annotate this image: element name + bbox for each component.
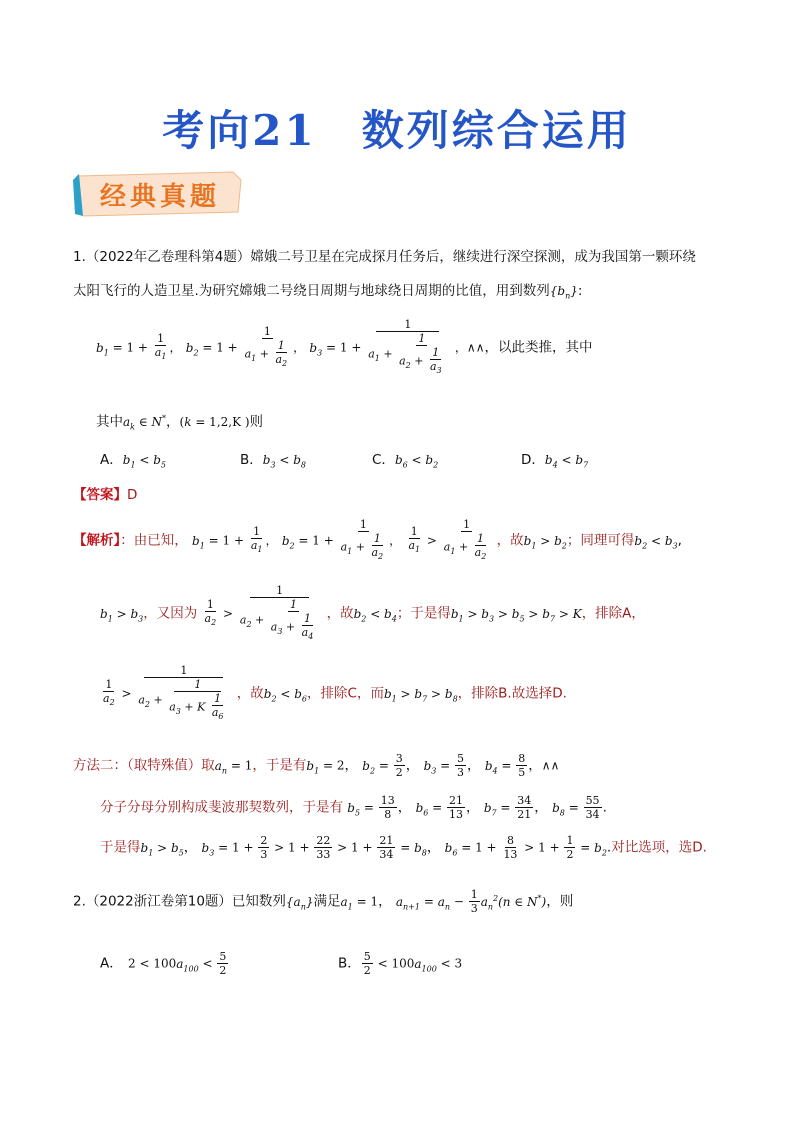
analysis-line-3: $\frac{1}{a_2}$ > 1 $a_2$ + 1 $a_3 + K$ $\frac{1}{a_6}$ ，故$b_2 < b_6$，排除C，而$b_1 > b_7 > b_8$，排除B.故选择D.	[103, 664, 567, 722]
q2-intro: 2.（2022浙江卷第10题）已知数列$\{a_n\}$满足$a_1 = 1$， $a_{n+1} = a_n$ − $\frac{1}{3}$ $a_n^2(n$ ∈ N*)，则	[73, 888, 574, 915]
method2-line-1: 方法二：（取特殊值）取$a_n = 1$，于是有$b_1 = 2$， $b_2$ = $\frac{3}{2}$ ， $b_3$ = $\frac{5}{3}$ ， $b_4$ = $\frac{8}{5}$ ，∧∧	[73, 752, 560, 779]
q1-option-d: D．$b_4 < b_7$	[521, 452, 589, 470]
q1-option-a: A．$b_1 < b_5$	[100, 452, 166, 470]
method2-line-2: 分子分母分别构成斐波那契数列，于是有 $b_5$ = $\frac{13}{8}$ ， $b_6$ = $\frac{21}{13}$ ， $b_7$ = $\frac{34}{21}$ ， $b_8$ = $\frac{55}{34}$ .	[100, 794, 607, 821]
q2-option-b: B． $\frac{5}{2}$ < $100a_{100} < 3$	[338, 950, 463, 977]
q1-intro: 1.（2022年乙卷理科第4题）嫦娥二号卫星在完成探月任务后，继续进行深空探测，成为我国第一颗环绕	[73, 249, 696, 265]
answer-line: 【答案】D	[73, 487, 138, 503]
q1-analog-text: ，以此类推，其中	[484, 339, 593, 356]
method2-line-3: 于是得$b_1 > b_5$， $b_3 = 1$ + $\frac{2}{3}$ > 1 + $\frac{22}{33}$ > 1 + $\frac{21}{34}$ = $b_8$， $b_6 = 1$ + $\frac{8}{13}$ > 1 + $\frac{1}{2}$ = $b_2$.对比选项，选D.	[100, 834, 707, 861]
page-title: 考向21 数列综合运用	[162, 106, 632, 155]
q1-option-c: C．$b_6 < b_2$	[372, 452, 439, 470]
badge-label: 经典真题	[100, 182, 221, 212]
q2-option-a: A． $2 < 100a_{100}$ < $\frac{5}{2}$	[100, 950, 227, 977]
q1-condition: 其中$a_k$ ∈ N*，(k = 1,2,K )则	[96, 414, 264, 432]
analysis-line-2: $b_1 > b_3$，又因为 $\frac{1}{a_2}$ > 1 $a_2$ + 1 $a_3$ + $\frac{1}{a_4}$ ，故$b_2 < b_4$；于是得$b_1 > b_3 > b_5 > b_7 > K$，排除A，	[100, 584, 645, 642]
q1-option-b: B．$b_3 < b_8$	[240, 452, 307, 470]
q1-intro-2: 太阳飞行的人造卫星.为研究嫦娥二号绕日周期与地球绕日周期的比值，用到数列$\{b_n\}$:	[73, 283, 583, 301]
q1-sequence-definitions: $b_1 = 1$ + $\frac{1}{a_1}$ ， $b_2 = 1$ + 1 $a_1$ + $\frac{1}{a_2}$ ， $b_3 = 1$ + 1 $a_1$ + 1 $a_2$ + $\frac{1}{a_3}$ ，∧∧，以此类推，其中	[96, 318, 593, 376]
analysis-line-1: 【解析】：由已知， $b_1 = 1$ + $\frac{1}{a_1}$ ， $b_2 = 1$ + 1 $a_1$ + $\frac{1}{a_2}$ ， $\frac{1}{a_1}$ > 1 $a_1$ + $\frac{1}{a_2}$ ，故$b_1 > b_2$；同理可得$b_2 < b_3$,	[73, 518, 682, 562]
